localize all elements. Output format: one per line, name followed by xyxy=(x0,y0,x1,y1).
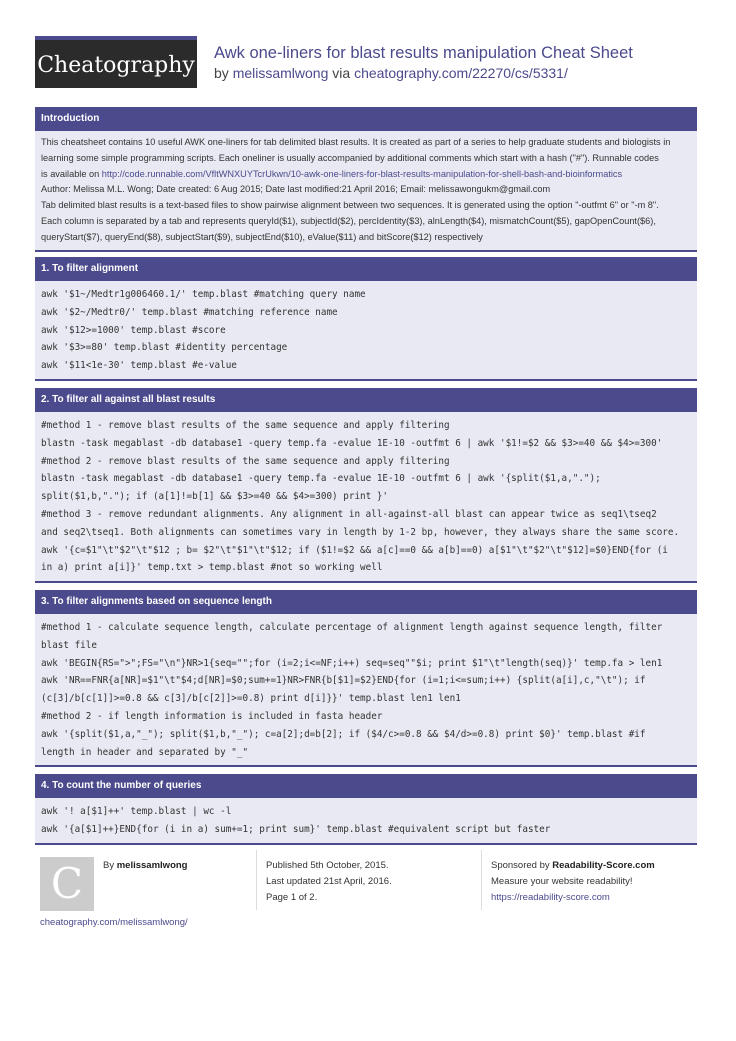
section-filter-alignment xyxy=(35,257,697,381)
footer-divider xyxy=(481,850,482,910)
intro-line-text: is available on xyxy=(41,168,100,179)
code-line: awk 'BEGIN{RS=">";FS="\n"}NR>1{seq="";for (i=2;i<=NF;i++) seq=seq""$i; print $1"\t"length(seq)}' temp.fa > len1 xyxy=(41,657,663,669)
section-sequence-length xyxy=(35,590,697,767)
author-avatar: C xyxy=(40,857,94,911)
intro-line xyxy=(41,167,691,183)
cheatography-logo[interactable]: Cheatography xyxy=(35,36,197,88)
footer-divider xyxy=(256,850,257,910)
page-title: Awk one-liners for blast results manipulation Cheat Sheet xyxy=(214,44,633,62)
code-block xyxy=(35,614,697,767)
code-line: blastn -task megablast -db database1 -query temp.fa -evalue 1E-10 -outfmt 6 | awk '$1!=$2 && $3>=40 && $4>=300' xyxy=(41,437,663,449)
footer-published: Published 5th October, 2015. xyxy=(266,860,389,871)
code-line: awk '$1~/Medtr1g006460.1/' temp.blast #matching query name xyxy=(41,289,366,300)
code-line: awk 'NR==FNR{a[NR]=$1"\t"$4;d[NR]=$0;sum+=1}NR>FNR{b[$1]=$2}END{for (i=1;i<=sum;i++) {split(a[i],c,"\t"); if xyxy=(41,675,646,687)
code-line: blast file xyxy=(41,639,97,651)
footer-by-label: By xyxy=(103,860,115,871)
code-line: #method 2 - if length information is included in fasta header xyxy=(41,710,383,722)
code-line: awk '{a[$1]++}END{for (i in a) sum+=1; print sum}' temp.blast #equivalent script but faster xyxy=(41,823,551,835)
code-line: (c[3]/b[c[1]]>=0.8 && c[3]/b[c[2]]>=0.8) print d[i]}}' temp.blast len1 len1 xyxy=(41,693,461,705)
code-line: awk '{split($1,a,"_"); split($1,b,"_"); c=a[2];d=b[2]; if ($4/c>=0.8 && $4/d>=0.8) print $0}' temp.blast #if xyxy=(41,728,646,740)
footer-page: Page 1 of 2. xyxy=(266,892,318,903)
code-line: in a) print a[i]}' temp.txt > temp.blast #not so working well xyxy=(41,562,383,574)
section-heading: 1. To filter alignment xyxy=(35,257,697,281)
code-line: #method 1 - remove blast results of the same sequence and apply filtering xyxy=(41,420,450,431)
code-line: awk '$12>=1000' temp.blast #score xyxy=(41,324,226,336)
footer-author-name[interactable]: melissamlwong xyxy=(116,860,188,871)
section-heading: 3. To filter alignments based on sequence length xyxy=(35,590,697,614)
footer-sponsor xyxy=(491,858,655,874)
code-line: #method 1 - calculate sequence length, calculate percentage of alignment length against sequence length, filter xyxy=(41,622,663,633)
code-block xyxy=(35,412,697,583)
code-line: awk '$11<1e-30' temp.blast #e-value xyxy=(41,360,237,372)
code-line: length in header and separated by "_" xyxy=(41,746,249,758)
code-line: and seq2\tseq1. Both alignments can sometimes vary in length by 1-2 bp, however, they always share the same score. xyxy=(41,526,680,538)
code-line: #method 3 - remove redundant alignments. Any alignment in all-against-all blast can appear twice as seq1\tseq2 xyxy=(41,508,657,520)
runnable-link[interactable]: http://code.runnable.com/VfltWNXUYTcrUkwn/10-awk-one-liners-for-blast-results-manipulation-for-shell-bash-and-bioinformatics xyxy=(101,168,623,179)
section-heading: 4. To count the number of queries xyxy=(35,774,697,798)
code-line: awk '! a[$1]++' temp.blast | wc -l xyxy=(41,806,232,817)
intro-section xyxy=(35,107,697,252)
intro-line: learning some simple programming scripts. Each oneliner is usually accompanied by additional comments which start with a hash ("#"). Runnable codes xyxy=(41,152,659,163)
sponsor-tagline: Measure your website readability! xyxy=(491,876,633,887)
footer-author xyxy=(103,858,187,874)
section-all-against-all xyxy=(35,388,697,583)
intro-body xyxy=(35,131,697,252)
cheatsheet-url-link[interactable]: cheatography.com/22270/cs/5331/ xyxy=(354,65,568,81)
intro-line: Each column is separated by a tab and represents queryId($1), subjectId($2), percIdentity($3), alnLength($4), mismatchCount($5), gapOpenCount($6), xyxy=(41,215,656,226)
section-count-queries xyxy=(35,774,697,845)
intro-heading: Introduction xyxy=(35,107,697,131)
code-line: awk '$2~/Medtr0/' temp.blast #matching reference name xyxy=(41,306,338,318)
intro-line: Tab delimited blast results is a text-based files to show pairwise alignment between two sequences. It is generated using the option "-outfmt 6" or "-m 8". xyxy=(41,200,659,211)
author-link[interactable]: melissamlwong xyxy=(232,65,329,81)
intro-line: queryStart($7), queryEnd($8), subjectStart($9), subjectEnd($10), eValue($11) and bitScore($12) respectively xyxy=(41,231,483,242)
footer-updated: Last updated 21st April, 2016. xyxy=(266,876,392,887)
code-line: blastn -task megablast -db database1 -query temp.fa -evalue 1E-10 -outfmt 6 | awk '{split($1,a,"."); xyxy=(41,473,601,485)
code-line: #method 2 - remove blast results of the same sequence and apply filtering xyxy=(41,455,450,467)
code-block xyxy=(35,798,697,845)
sponsored-by-label: Sponsored by xyxy=(491,860,550,871)
sponsor-url[interactable]: https://readability-score.com xyxy=(491,892,610,903)
code-line: split($1,b,"."); if (a[1]!=b[1] && $3>=40 && $4>=300) print }' xyxy=(41,491,389,503)
code-line: awk '{c=$1"\t"$2"\t"$12 ; b= $2"\t"$1"\t"$12; if ($1!=$2 && a[c]==0 && a[b]==0) a[$1"\t"$2"\t"$12]=$0}END{for (i xyxy=(41,544,668,556)
byline xyxy=(214,65,568,81)
by-label: by xyxy=(214,65,229,81)
intro-line: Author: Melissa M.L. Wong; Date created: 6 Aug 2015; Date last modified:21 April 2016; Email: melissawongukm@gmail.com xyxy=(41,184,551,195)
via-label: via xyxy=(332,65,351,81)
code-line: awk '$3>=80' temp.blast #identity percentage xyxy=(41,342,288,354)
footer-author-url[interactable]: cheatography.com/melissamlwong/ xyxy=(40,917,188,928)
sponsor-name[interactable]: Readability-Score.com xyxy=(552,860,655,871)
section-heading: 2. To filter all against all blast results xyxy=(35,388,697,412)
intro-line: This cheatsheet contains 10 useful AWK one-liners for tab delimited blast results. It is created as part of a series to help graduate students and biologists in xyxy=(41,137,671,147)
code-block xyxy=(35,281,697,381)
